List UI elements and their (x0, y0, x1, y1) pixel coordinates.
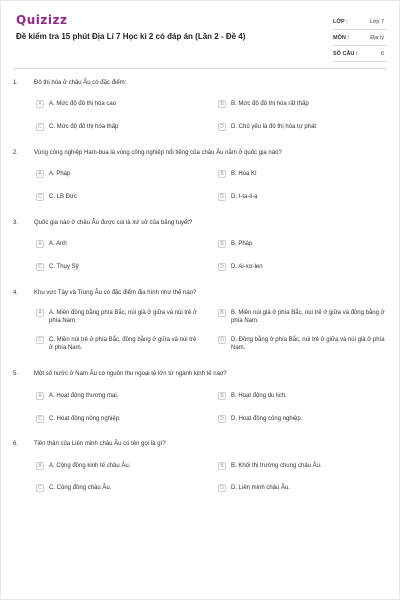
option-text: A. Anh (49, 241, 67, 247)
option-d[interactable] (218, 337, 390, 352)
option-d[interactable] (218, 264, 390, 272)
option-a[interactable] (36, 463, 201, 471)
option-text: D. Đồng bằng ở phía Bắc, núi trẻ ở giữa và núi già ở phía Nam. (231, 337, 385, 351)
option-text: D. Ai-xơ-len (231, 264, 263, 270)
question-text: Đô thị hóa ở châu Âu có đặc điểm: (34, 80, 127, 86)
option-letter-badge: B (218, 170, 226, 178)
option-letter-badge: B (218, 462, 226, 470)
question-text: Một số nước ở Nam Âu có nguồn thu ngoại tệ lớn từ ngành kinh tế nào? (34, 371, 227, 377)
option-text: B. Mức độ đô thị hóa rất thấp (231, 101, 309, 107)
option-letter-badge: B (218, 240, 226, 248)
question-text: Tiền thân của Liên minh châu Âu có tên gọi là gì? (34, 441, 166, 447)
option-text: D. I-ta-li-a (231, 194, 258, 200)
option-letter-badge: C (36, 123, 44, 131)
question-number: 2. (13, 150, 19, 156)
option-b[interactable] (218, 101, 390, 109)
meta-row-subject (333, 30, 387, 46)
option-letter-badge: C (36, 336, 44, 344)
option-letter-badge: B (218, 392, 226, 400)
option-c[interactable] (36, 485, 201, 493)
header-divider (13, 68, 387, 69)
option-text: C. LB Đức (49, 194, 78, 200)
quizizz-logo: Quizizz (16, 13, 68, 27)
meta-value: Lớp 7 (369, 18, 384, 25)
option-letter-badge: C (36, 263, 44, 271)
option-d[interactable] (218, 194, 390, 202)
question-text: Khu vực Tây và Trung Âu có đặc điểm địa hình như thế nào? (34, 290, 197, 296)
option-letter-badge: D (218, 193, 226, 201)
option-text: D. Chủ yếu là đô thị hóa tự phát (231, 124, 317, 130)
option-text: A. Mức độ đô thị hóa cao (49, 101, 117, 107)
meta-value: Địa lý (370, 34, 384, 41)
option-a[interactable] (36, 171, 201, 179)
option-letter-badge: C (36, 415, 44, 423)
meta-row-class (333, 14, 387, 30)
option-c[interactable] (36, 124, 201, 132)
option-a[interactable] (36, 241, 201, 249)
option-c[interactable] (36, 337, 201, 352)
option-text: C. Thụy Sỹ (49, 264, 79, 270)
option-letter-badge: C (36, 484, 44, 492)
option-text: A. Cộng đồng kinh tế châu Âu. (49, 463, 131, 469)
option-text: B. Khối thị trường chung châu Âu. (231, 463, 322, 469)
meta-label: LỚP : (333, 18, 348, 25)
option-letter-badge: D (218, 123, 226, 131)
option-letter-badge: D (218, 415, 226, 423)
option-d[interactable] (218, 416, 390, 424)
question-number: 5. (13, 371, 19, 377)
option-letter-badge: B (218, 100, 226, 108)
option-text: C. Mức độ đô thị hóa thấp (49, 124, 119, 130)
option-b[interactable] (218, 241, 390, 249)
question-number: 1. (13, 80, 19, 86)
option-b[interactable] (218, 393, 390, 401)
option-text: C. Hoạt động nông nghiệp. (49, 416, 121, 422)
option-a[interactable] (36, 310, 201, 325)
option-d[interactable] (218, 124, 390, 132)
question-number: 3. (13, 220, 19, 226)
option-text: A. Pháp (49, 171, 71, 177)
meta-row-question-count (333, 46, 387, 62)
option-text: C. Cộng đồng châu Âu. (49, 485, 112, 491)
option-text: B. Pháp (231, 241, 253, 247)
option-letter-badge: A (36, 170, 44, 178)
option-letter-badge: A (36, 100, 44, 108)
option-text: D. Liên minh châu Âu. (231, 485, 291, 491)
option-c[interactable] (36, 264, 201, 272)
option-letter-badge: D (218, 484, 226, 492)
option-c[interactable] (36, 194, 201, 202)
option-b[interactable] (218, 310, 390, 325)
option-b[interactable] (218, 463, 390, 471)
question-number: 6. (13, 441, 19, 447)
option-c[interactable] (36, 416, 201, 424)
page-title: Đề kiểm tra 15 phút Địa Lí 7 Học kì 2 có đáp án (Lần 2 - Đề 4) (16, 32, 246, 41)
option-letter-badge: C (36, 193, 44, 201)
option-letter-badge: D (218, 263, 226, 271)
option-a[interactable] (36, 101, 201, 109)
option-d[interactable] (218, 485, 390, 493)
option-letter-badge: B (218, 309, 226, 317)
question-number: 4. (13, 290, 19, 296)
option-letter-badge: D (218, 336, 226, 344)
option-letter-badge: A (36, 240, 44, 248)
option-a[interactable] (36, 393, 201, 401)
meta-value: 6 (380, 50, 384, 57)
question-text: Vùng công nghiệp Ham-bua là vùng công nghiệp nổi tiếng của châu Âu nằm ở quốc gia nào? (34, 150, 282, 156)
meta-label: SỐ CÂU : (333, 50, 358, 57)
option-text: A. Hoạt động thương mại. (49, 393, 119, 399)
option-text: D. Hoạt động công nghiệp. (231, 416, 303, 422)
option-letter-badge: A (36, 309, 44, 317)
option-text: B. Hoa Kì (231, 171, 257, 177)
option-text: B. Miền núi già ở phía Bắc, núi trẻ ở giữa và đồng bằng ở phía Nam. (231, 310, 385, 324)
option-text: C. Miền núi trẻ ở phía Bắc, đồng bằng ở giữa và núi trẻ ở phía Nam. (49, 337, 197, 351)
question-text: Quốc gia nào ở châu Âu được coi là xứ sở của băng tuyết? (34, 220, 193, 226)
option-letter-badge: A (36, 462, 44, 470)
option-b[interactable] (218, 171, 390, 179)
option-letter-badge: A (36, 392, 44, 400)
meta-panel (333, 14, 387, 62)
meta-label: MÔN : (333, 34, 350, 41)
option-text: B. Hoạt động du lịch. (231, 393, 287, 399)
option-text: A. Miền đồng bằng phía Bắc, núi già ở giữa và núi trẻ ở phía Nam. (49, 310, 197, 324)
